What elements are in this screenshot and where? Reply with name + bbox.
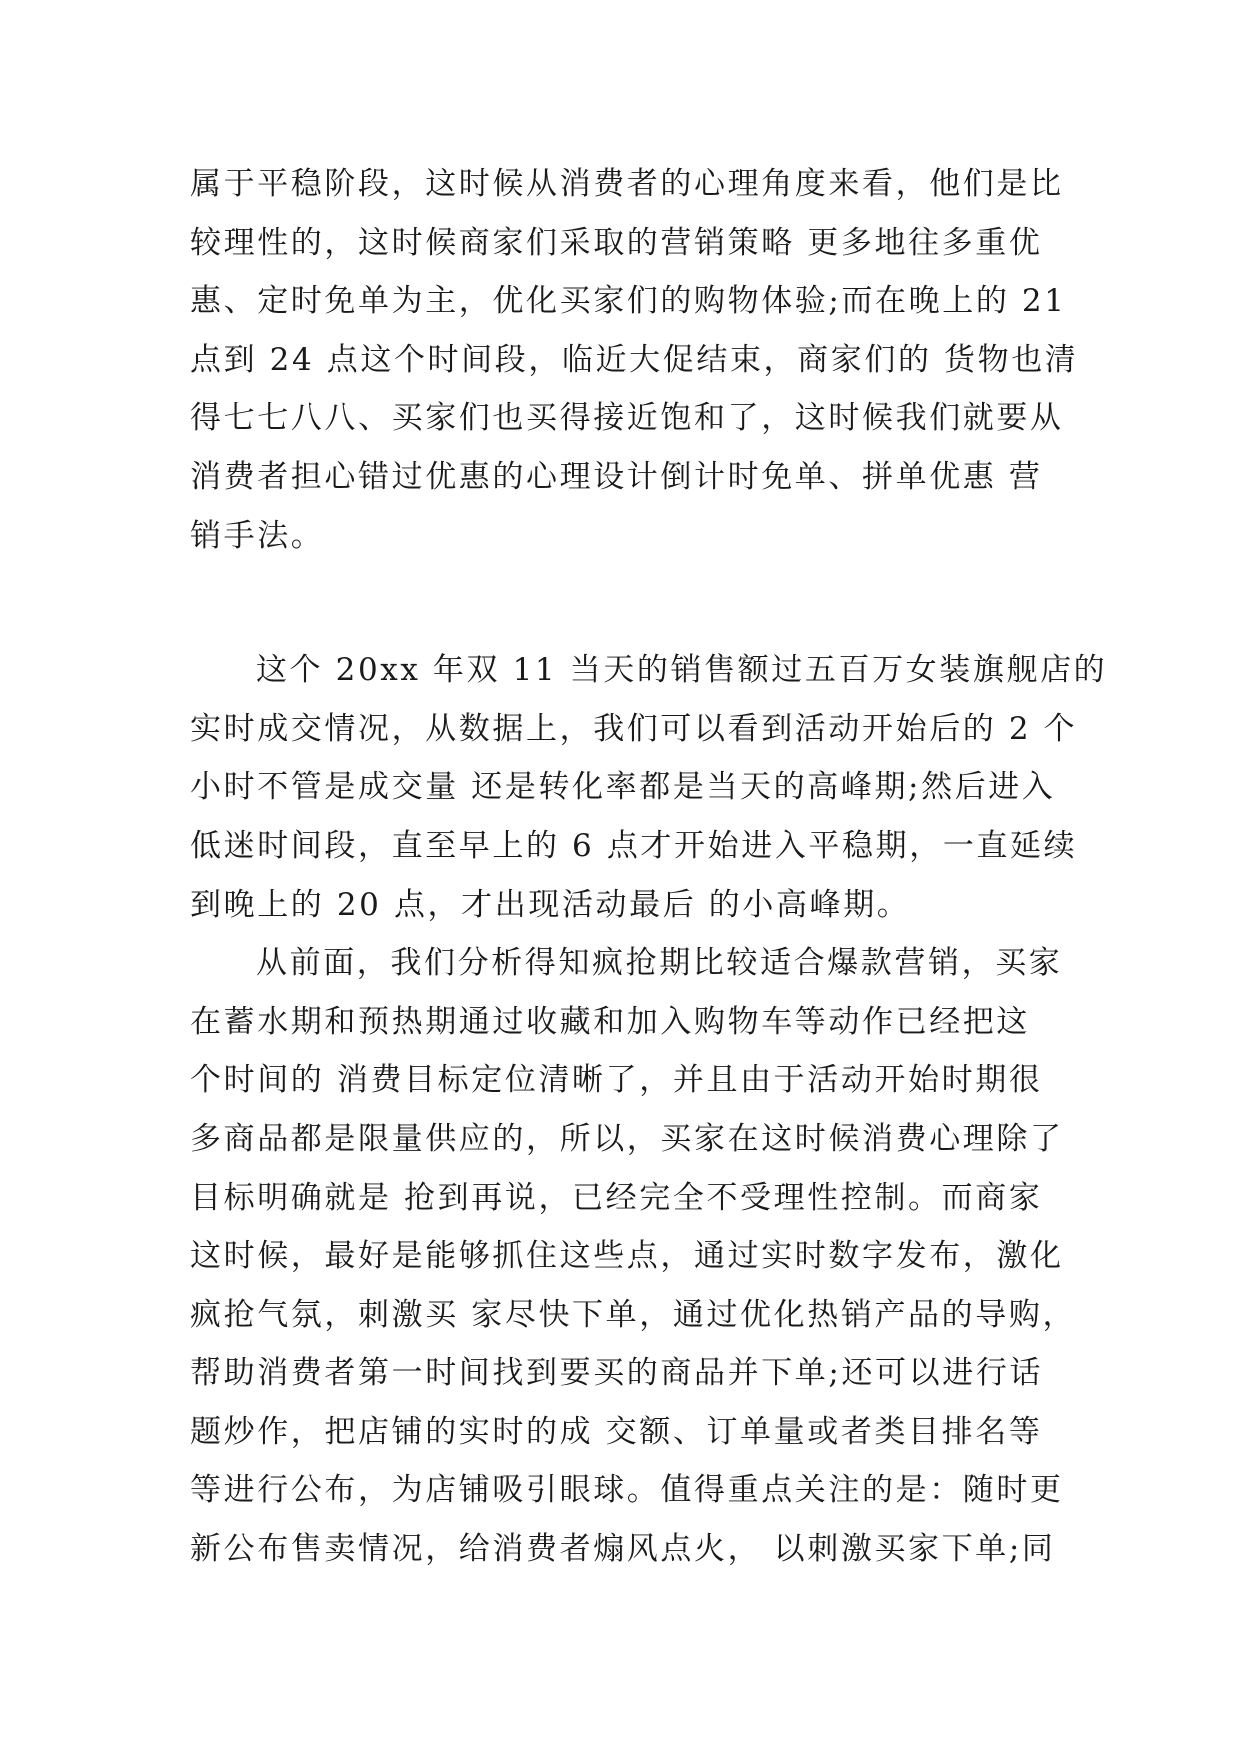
text-line: 这个 20xx 年双 11 当天的销售额过五百万女装旗舰店的 <box>256 652 1108 689</box>
text-line: 在蓄水期和预热期通过收藏和加入购物车等动作已经把这 <box>190 1003 1030 1040</box>
paragraph-1 <box>190 155 1079 565</box>
text-line: 实时成交情况，从数据上，我们可以看到活动开始后的 2 个 <box>190 710 1078 747</box>
text-line: 属于平稳阶段，这时候从消费者的心理角度来看，他们是比 <box>190 166 1064 202</box>
text-line: 从前面，我们分析得知疯抢期比较适合爆款营销，买家 <box>256 945 1063 982</box>
text-line: 惠、定时免单为主，优化买家们的购物体验;而在晚上的 21 <box>190 283 1067 320</box>
document-body <box>190 155 1108 1579</box>
paragraph-gap <box>190 565 1060 641</box>
text-line: 销手法。 <box>190 517 325 554</box>
text-line: 帮助消费者第一时间找到要买的商品并下单;还可以进行话 <box>190 1355 1044 1392</box>
text-line: 多商品都是限量供应的，所以，买家在这时候消费心理除了 <box>190 1120 1064 1157</box>
text-line: 目标明确就是 抢到再说，已经完全不受理性控制。而商家 <box>190 1179 1043 1216</box>
text-line: 等进行公布，为店铺吸引眼球。值得重点关注的是：随时更 <box>190 1472 1064 1509</box>
text-line: 消费者担心错过优惠的心理设计倒计时免单、拼单优惠 营 <box>190 458 1043 495</box>
text-line: 个时间的 消费目标定位清晰了，并且由于活动开始时期很 <box>190 1062 1043 1099</box>
text-line: 得七七八八、买家们也买得接近饱和了，这时候我们就要从 <box>190 400 1064 437</box>
text-line: 点到 24 点这个时间段，临近大促结束，商家们的 货物也清 <box>190 341 1079 378</box>
text-line: 新公布售卖情况，给消费者煽风点火， 以刺激买家下单;同 <box>190 1531 1056 1568</box>
text-line: 小时不管是成交量 还是转化率都是当天的高峰期;然后进入 <box>190 769 1056 806</box>
text-line: 较理性的，这时候商家们采取的营销策略 更多地往多重优 <box>190 224 1043 261</box>
paragraph-3 <box>190 934 1077 1579</box>
text-line: 到晚上的 20 点，才出现活动最后 的小高峰期。 <box>190 886 911 923</box>
text-line: 题炒作，把店铺的实时的成 交额、订单量或者类目排名等 <box>190 1413 1043 1450</box>
text-line: 低迷时间段，直至早上的 6 点才开始进入平稳期，一直延续 <box>190 827 1078 864</box>
text-line: 疯抢气氛，刺激买 家尽快下单，通过优化热销产品的导购， <box>190 1296 1077 1333</box>
text-line: 这时候，最好是能够抓住这些点，通过实时数字发布，激化 <box>190 1238 1064 1275</box>
paragraph-2 <box>190 641 1108 934</box>
